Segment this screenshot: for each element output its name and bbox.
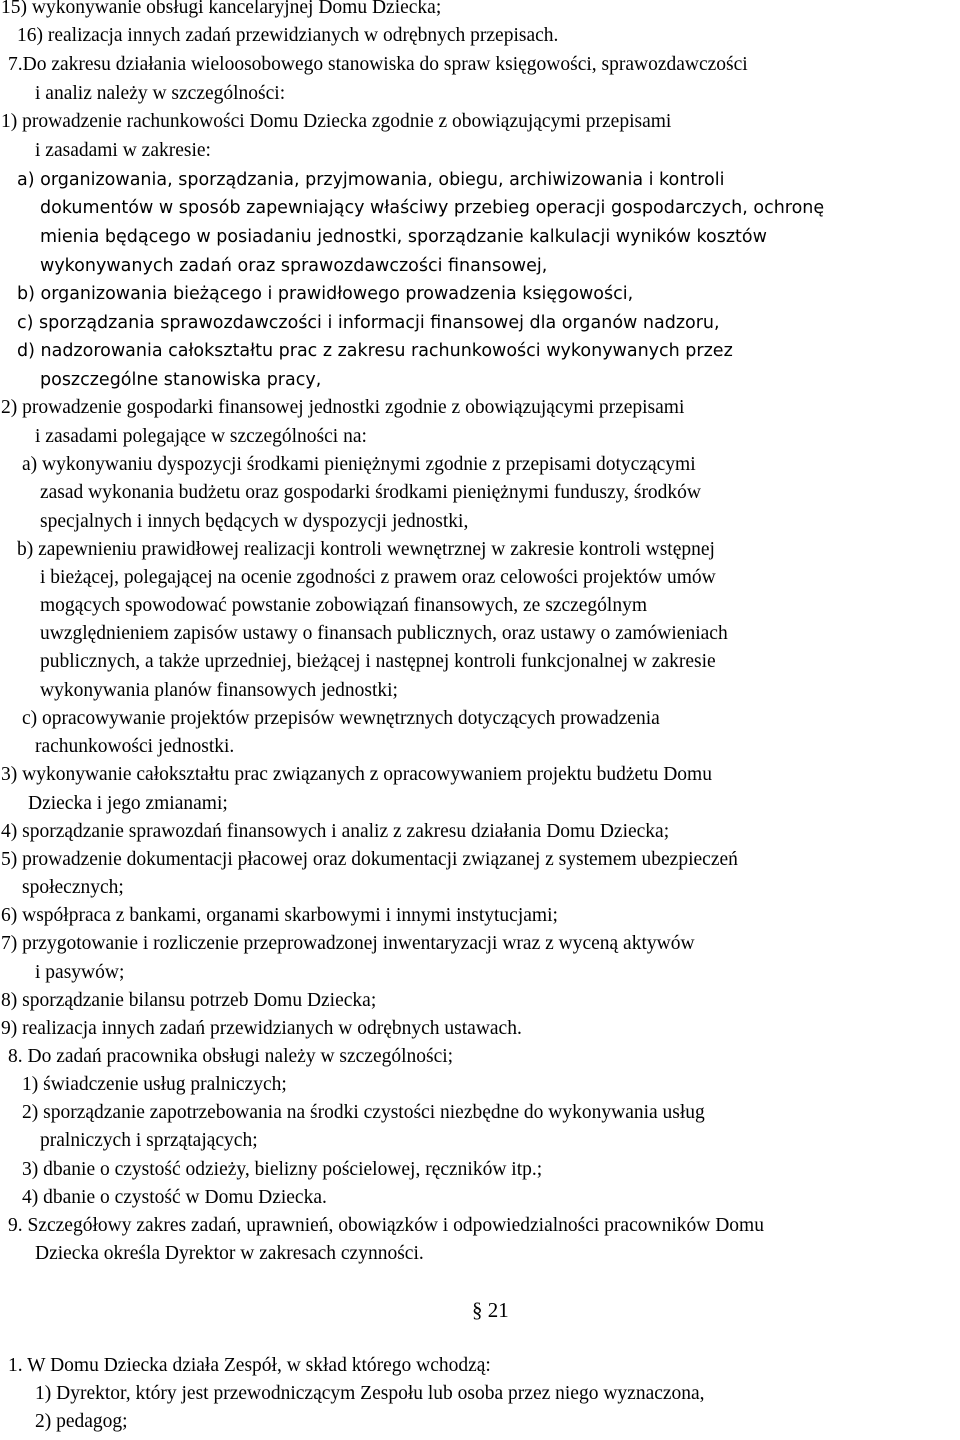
text-line: a) wykonywaniu dyspozycji środkami pieniężnymi zgodnie z przepisami dotyczącymi (22, 454, 696, 475)
text-line: i bieżącej, polegającej na ocenie zgodności z prawem oraz celowości projektów umów (40, 567, 716, 588)
text-line: i analiz należy w szczególności: (35, 83, 286, 104)
text-line: 4) sporządzanie sprawozdań finansowych i analiz z zakresu działania Domu Dziecka; (1, 821, 670, 842)
text-line: 15) wykonywanie obsługi kancelaryjnej Domu Dziecka; (1, 0, 442, 18)
text-line: 2) sporządzanie zapotrzebowania na środki czystości niezbędne do wykonywania usług (22, 1102, 705, 1123)
text-line: Dziecka i jego zmianami; (28, 793, 228, 814)
text-line: a) organizowania, sporządzania, przyjmowania, obiegu, archiwizowania i kontroli (17, 170, 725, 190)
text-line: b) organizowania bieżącego i prawidłowego prowadzenia księgowości, (17, 284, 634, 304)
text-line: mienia będącego w posiadaniu jednostki, sporządzanie kalkulacji wyników kosztów (40, 227, 767, 247)
text-line: publicznych, a także uprzedniej, bieżącej i następnej kontroli funkcjonalnej w zakresie (40, 651, 716, 672)
text-line: zasad wykonania budżetu oraz gospodarki środkami pieniężnymi funduszy, środków (40, 482, 702, 503)
text-line: 1) Dyrektor, który jest przewodniczącym Zespołu lub osoba przez niego wyznaczona, (35, 1383, 705, 1404)
text-line: c) opracowywanie projektów przepisów wewnętrznych dotyczących prowadzenia (22, 708, 660, 729)
text-line: c) sporządzania sprawozdawczości i informacji finansowej dla organów nadzoru, (17, 313, 720, 333)
text-line: 1. W Domu Dziecka działa Zespół, w skład którego wchodzą: (8, 1355, 491, 1376)
text-line: 7) przygotowanie i rozliczenie przeprowadzonej inwentaryzacji wraz z wyceną aktywów (1, 933, 695, 954)
text-line: 6) współpraca z bankami, organami skarbowymi i innymi instytucjami; (1, 905, 558, 926)
text-line: i pasywów; (35, 962, 125, 983)
text-line: i zasadami polegające w szczególności na: (35, 426, 367, 447)
text-line: poszczególne stanowiska pracy, (40, 370, 322, 390)
text-line: 2) pedagog; (35, 1411, 128, 1432)
section-heading: § 21 (472, 1298, 509, 1322)
text-line: 1) prowadzenie rachunkowości Domu Dziecka zgodnie z obowiązującymi przepisami (1, 111, 672, 132)
text-line: 8. Do zadań pracownika obsługi należy w szczególności; (8, 1046, 454, 1067)
text-line: 2) prowadzenie gospodarki finansowej jednostki zgodnie z obowiązującymi przepisami (1, 397, 685, 418)
text-line: uwzględnieniem zapisów ustawy o finansach publicznych, oraz ustawy o zamówieniach (40, 623, 728, 644)
text-line: 4) dbanie o czystość w Domu Dziecka. (22, 1187, 327, 1208)
text-line: 5) prowadzenie dokumentacji płacowej oraz dokumentacji związanej z systemem ubezpieczeń (1, 849, 738, 870)
text-line: 9) realizacja innych zadań przewidzianych w odrębnych ustawach. (1, 1018, 522, 1039)
text-line: dokumentów w sposób zapewniający właściwy przebieg operacji gospodarczych, ochronę (40, 198, 825, 218)
text-line: b) zapewnieniu prawidłowej realizacji kontroli wewnętrznej w zakresie kontroli wstępnej (17, 539, 715, 560)
text-line: społecznych; (22, 877, 124, 898)
text-line: 3) wykonywanie całokształtu prac związanych z opracowywaniem projektu budżetu Domu (1, 764, 712, 785)
text-line: wykonywania planów finansowych jednostki; (40, 680, 398, 701)
text-line: 9. Szczegółowy zakres zadań, uprawnień, obowiązków i odpowiedzialności pracowników Domu (8, 1215, 764, 1236)
text-line: mogących spowodować powstanie zobowiązań finansowych, ze szczególnym (40, 595, 648, 616)
text-line: i zasadami w zakresie: (35, 140, 211, 161)
text-line: pralniczych i sprzątających; (40, 1130, 258, 1151)
text-line: 3) dbanie o czystość odzieży, bielizny pościelowej, ręczników itp.; (22, 1159, 543, 1180)
text-line: specjalnych i innych będących w dyspozycji jednostki, (40, 511, 469, 532)
text-line: d) nadzorowania całokształtu prac z zakresu rachunkowości wykonywanych przez (17, 341, 733, 361)
text-line: 8) sporządzanie bilansu potrzeb Domu Dziecka; (1, 990, 377, 1011)
text-line: rachunkowości jednostki. (35, 736, 235, 757)
text-line: 1) świadczenie usług pralniczych; (22, 1074, 287, 1095)
text-line: Dziecka określa Dyrektor w zakresach czynności. (35, 1243, 424, 1264)
text-line: 16) realizacja innych zadań przewidzianych w odrębnych przepisach. (17, 25, 559, 46)
text-line: wykonywanych zadań oraz sprawozdawczości finansowej, (40, 256, 548, 276)
text-line: 7.Do zakresu działania wieloosobowego stanowiska do spraw księgowości, sprawozdawczości (8, 54, 748, 75)
